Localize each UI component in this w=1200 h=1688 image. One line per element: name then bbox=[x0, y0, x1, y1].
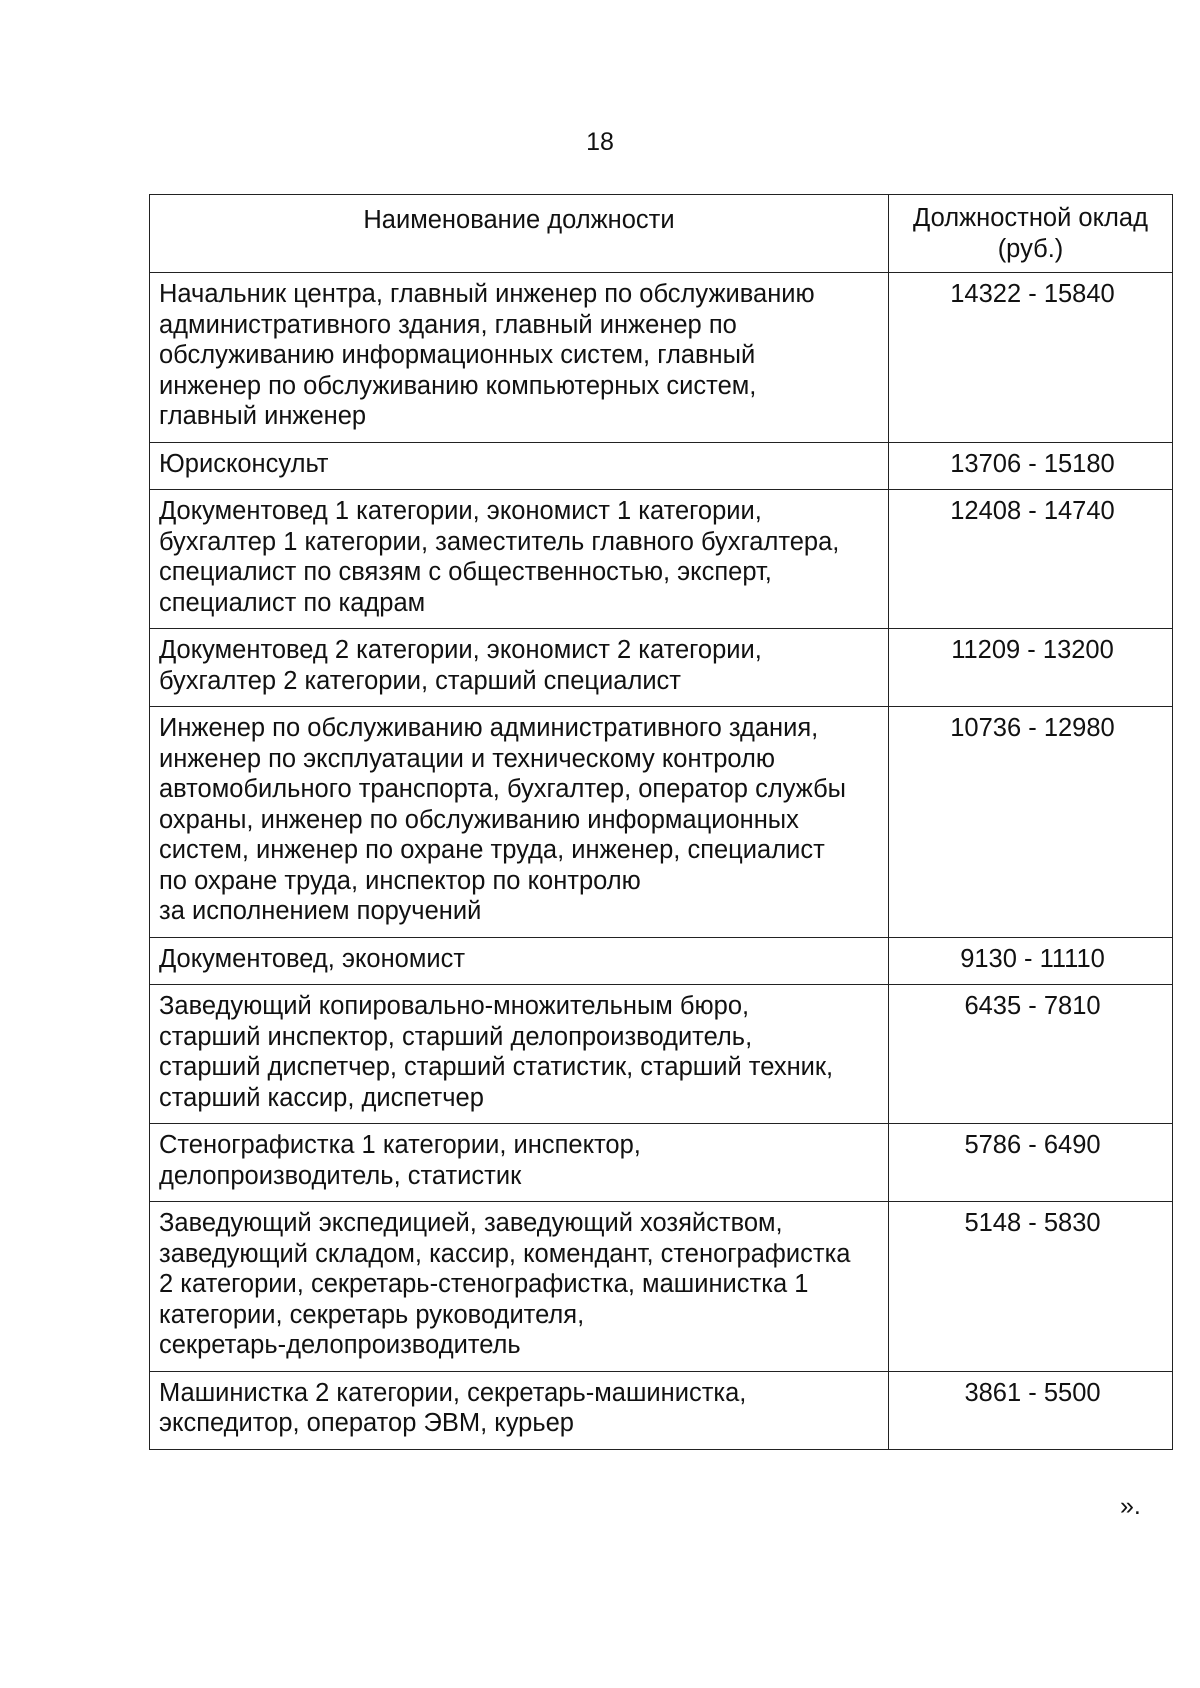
salary-cell bbox=[889, 985, 1173, 1124]
position-cell bbox=[150, 442, 889, 490]
table-row bbox=[150, 629, 1173, 707]
position-cell bbox=[150, 937, 889, 985]
salary-range: 11209 - 13200 bbox=[951, 636, 1114, 664]
position-line: бухгалтер 1 категории, заместитель главного бухгалтера, bbox=[159, 527, 840, 556]
position-line: систем, инженер по охране труда, инженер, специалист bbox=[159, 836, 825, 864]
position-line: Заведующий экспедицией, заведующий хозяйством, bbox=[159, 1209, 783, 1237]
table-row bbox=[150, 442, 1173, 490]
position-cell bbox=[150, 273, 889, 443]
salary-range: 13706 - 15180 bbox=[950, 449, 1115, 478]
position-line: бухгалтер 2 категории, старший специалист bbox=[159, 666, 681, 695]
salary-cell bbox=[889, 273, 1173, 443]
salary-cell bbox=[889, 442, 1173, 490]
salary-range: 6435 - 7810 bbox=[964, 992, 1101, 1020]
position-cell bbox=[150, 707, 889, 938]
position-line: специалист по связям с общественностью, эксперт, bbox=[159, 558, 772, 586]
salary-range: 5148 - 5830 bbox=[964, 1209, 1101, 1237]
position-line: секретарь-делопроизводитель bbox=[159, 1331, 521, 1359]
table-row bbox=[150, 490, 1173, 629]
closing-quote-mark: ». bbox=[1120, 1492, 1141, 1520]
position-line: главный инженер bbox=[159, 402, 367, 430]
position-line: Юрисконсульт bbox=[159, 449, 329, 478]
position-line: Заведующий копировально-множительным бюро, bbox=[159, 992, 750, 1020]
position-line: охраны, инженер по обслуживанию информационных bbox=[159, 805, 799, 834]
header-position-label: Наименование должности bbox=[363, 206, 675, 234]
position-line: заведующий складом, кассир, комендант, стенографистка bbox=[159, 1239, 851, 1268]
position-cell bbox=[150, 490, 889, 629]
position-cell bbox=[150, 629, 889, 707]
position-line: инженер по эксплуатации и техническому контролю bbox=[159, 744, 776, 773]
position-line: Документовед 1 категории, экономист 1 категории, bbox=[159, 497, 762, 525]
position-line: административного здания, главный инженер по bbox=[159, 310, 737, 339]
salary-range: 9130 - 11110 bbox=[960, 944, 1105, 973]
table-row bbox=[150, 1202, 1173, 1372]
position-line: обслуживанию информационных систем, главный bbox=[159, 341, 756, 369]
salary-cell bbox=[889, 1202, 1173, 1372]
position-line: делопроизводитель, статистик bbox=[159, 1161, 522, 1190]
header-salary bbox=[889, 195, 1173, 273]
position-line: Инженер по обслуживанию административного здания, bbox=[159, 714, 819, 742]
table-row bbox=[150, 707, 1173, 938]
salary-range: 14322 - 15840 bbox=[950, 280, 1115, 308]
position-line: старший инспектор, старший делопроизводитель, bbox=[159, 1022, 753, 1051]
salary-cell bbox=[889, 937, 1173, 985]
position-line: автомобильного транспорта, бухгалтер, оператор службы bbox=[159, 775, 847, 803]
table-header-row bbox=[150, 195, 1173, 273]
position-line: категории, секретарь руководителя, bbox=[159, 1300, 585, 1329]
position-cell bbox=[150, 1124, 889, 1202]
position-line: экспедитор, оператор ЭВМ, курьер bbox=[159, 1409, 574, 1437]
table-body bbox=[150, 273, 1173, 1450]
table-row bbox=[150, 1371, 1173, 1449]
page-number: 18 bbox=[586, 128, 614, 156]
position-line: инженер по обслуживанию компьютерных систем, bbox=[159, 371, 757, 400]
position-line: старший диспетчер, старший статистик, старший техник, bbox=[159, 1053, 834, 1081]
position-line: за исполнением поручений bbox=[159, 897, 482, 925]
salary-cell bbox=[889, 629, 1173, 707]
table-row bbox=[150, 1124, 1173, 1202]
position-line: по охране труда, инспектор по контролю bbox=[159, 866, 641, 895]
position-cell bbox=[150, 985, 889, 1124]
salary-table bbox=[149, 194, 1173, 1450]
table-row bbox=[150, 937, 1173, 985]
position-line: Документовед, экономист bbox=[159, 944, 466, 973]
position-cell bbox=[150, 1202, 889, 1372]
position-cell bbox=[150, 1371, 889, 1449]
position-line: Машинистка 2 категории, секретарь-машинистка, bbox=[159, 1378, 747, 1407]
position-line: Начальник центра, главный инженер по обслуживанию bbox=[159, 280, 815, 308]
position-line: старший кассир, диспетчер bbox=[159, 1083, 484, 1112]
position-line: специалист по кадрам bbox=[159, 588, 426, 617]
salary-cell bbox=[889, 707, 1173, 938]
header-position bbox=[150, 195, 889, 273]
salary-range: 12408 - 14740 bbox=[950, 497, 1115, 525]
position-line: 2 категории, секретарь-стенографистка, машинистка 1 bbox=[159, 1270, 809, 1298]
header-salary-label: Должностной оклад bbox=[913, 204, 1148, 232]
salary-range: 5786 - 6490 bbox=[964, 1131, 1101, 1159]
salary-cell bbox=[889, 1124, 1173, 1202]
salary-cell bbox=[889, 1371, 1173, 1449]
table-row bbox=[150, 273, 1173, 443]
header-salary-unit: (руб.) bbox=[997, 234, 1064, 263]
position-line: Стенографистка 1 категории, инспектор, bbox=[159, 1131, 641, 1159]
salary-range: 3861 - 5500 bbox=[964, 1378, 1101, 1407]
salary-cell bbox=[889, 490, 1173, 629]
position-line: Документовед 2 категории, экономист 2 категории, bbox=[159, 636, 762, 664]
table-row bbox=[150, 985, 1173, 1124]
salary-range: 10736 - 12980 bbox=[950, 714, 1115, 742]
